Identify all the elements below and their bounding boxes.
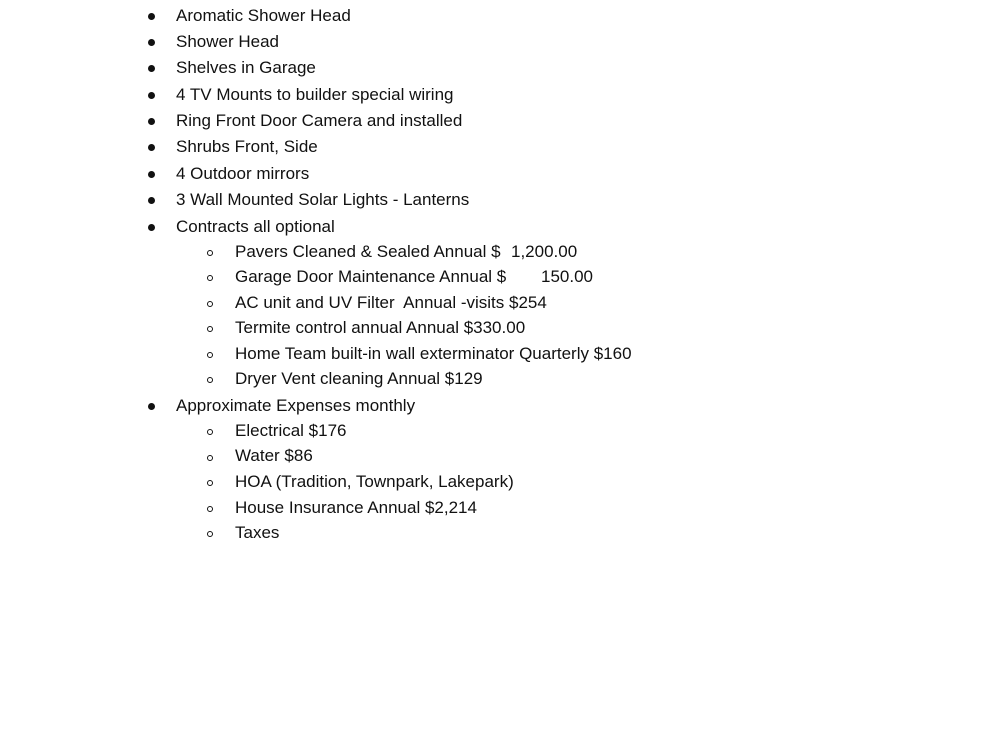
sub-bullet-icon xyxy=(207,377,213,383)
list-item-contracts: Contracts all optional xyxy=(176,217,335,236)
sub-bullet-icon xyxy=(207,429,213,435)
subitem-water: Water $86 xyxy=(235,446,313,465)
sub-bullet-icon xyxy=(207,506,213,512)
list-item-ring-camera: Ring Front Door Camera and installed xyxy=(176,111,463,130)
subitem-home-team: Home Team built-in wall exterminator Quarterly $160 xyxy=(235,344,632,363)
subitem-hoa: HOA (Tradition, Townpark, Lakepark) xyxy=(235,472,514,491)
sub-bullet-icon xyxy=(207,480,213,486)
bullet-icon xyxy=(148,39,155,46)
subitem-house-insurance: House Insurance Annual $2,214 xyxy=(235,498,477,517)
bullet-icon xyxy=(148,92,155,99)
list-item-outdoor-mirrors: 4 Outdoor mirrors xyxy=(176,164,310,183)
sub-bullet-icon xyxy=(207,275,213,281)
subitem-garage-door: Garage Door Maintenance Annual $ xyxy=(235,267,507,286)
list-item-shrubs: Shrubs Front, Side xyxy=(176,137,318,156)
subitem-pavers-amount: 1,200.00 xyxy=(511,242,578,261)
subitem-termite: Termite control annual Annual $330.00 xyxy=(235,318,526,337)
list-item-expenses: Approximate Expenses monthly xyxy=(176,396,416,415)
list-item-tv-mounts: 4 TV Mounts to builder special wiring xyxy=(176,85,454,104)
list-item-shelves-garage: Shelves in Garage xyxy=(176,58,316,77)
bullet-icon xyxy=(148,171,155,178)
subitem-taxes: Taxes xyxy=(235,523,280,542)
bullet-icon xyxy=(148,197,155,204)
bullet-icon xyxy=(148,118,155,125)
subitem-dryer-vent: Dryer Vent cleaning Annual $129 xyxy=(235,369,483,388)
subitem-garage-door-amount: 150.00 xyxy=(541,267,593,286)
sub-bullet-icon xyxy=(207,531,213,537)
list-item-aromatic-shower-head: Aromatic Shower Head xyxy=(176,6,351,25)
list-item-solar-lights: 3 Wall Mounted Solar Lights - Lanterns xyxy=(176,190,470,209)
bullet-icon xyxy=(148,224,155,231)
bullet-icon xyxy=(148,65,155,72)
subitem-electrical: Electrical $176 xyxy=(235,421,347,440)
bullet-icon xyxy=(148,403,155,410)
sub-bullet-icon xyxy=(207,455,213,461)
list-item-shower-head: Shower Head xyxy=(176,32,280,51)
sub-bullet-icon xyxy=(207,301,213,307)
bullet-icon xyxy=(148,144,155,151)
sub-bullet-icon xyxy=(207,326,213,332)
bullet-icon xyxy=(148,13,155,20)
subitem-pavers: Pavers Cleaned & Sealed Annual $ xyxy=(235,242,501,261)
sub-bullet-icon xyxy=(207,352,213,358)
sub-bullet-icon xyxy=(207,250,213,256)
subitem-ac-unit: AC unit and UV Filter Annual -visits $254 xyxy=(235,293,547,312)
